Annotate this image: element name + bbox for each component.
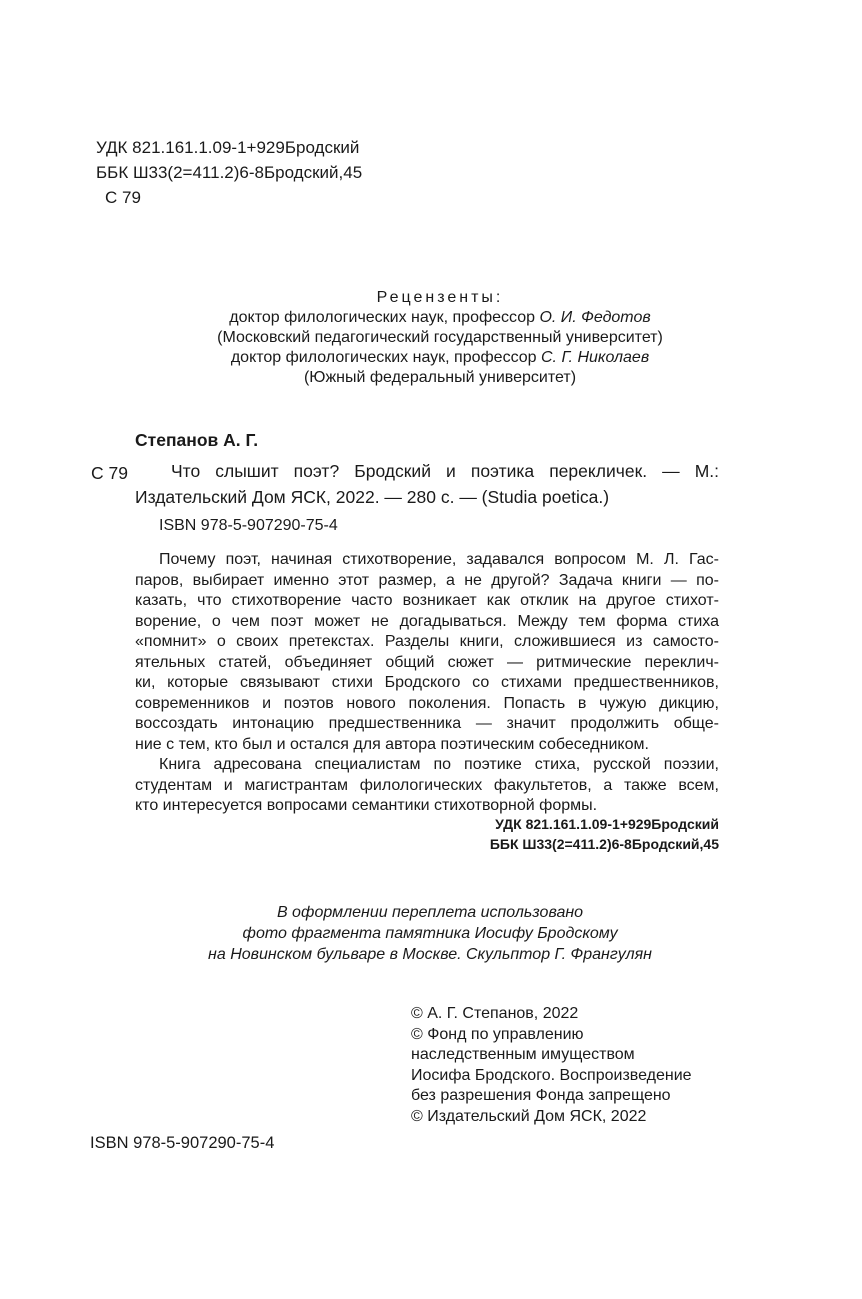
annotation-p1-line: казать, что стихотворение часто возникает как отклик на другое стихот- bbox=[135, 592, 719, 609]
title-line-2: Издательский Дом ЯСК, 2022. — 280 с. — (Studia poetica.) bbox=[135, 487, 610, 507]
annotation-p1-line: «помнит» о своих претекстах. Разделы книги, сложившиеся из самосто- bbox=[135, 633, 719, 650]
cover-note bbox=[130, 902, 730, 965]
annotation-p1-line: ворение, о чем поэт может не догадываться. Между тем форма стиха bbox=[135, 612, 719, 630]
udk-code-right: УДК 821.161.1.09-1+929Бродский bbox=[495, 816, 719, 832]
annotation-p1-line: паров, выбирает именно этот размер, а не другой? Задача книги — по- bbox=[135, 571, 719, 589]
copyright-line: © А. Г. Степанов, 2022 bbox=[411, 1005, 579, 1022]
title-block bbox=[135, 458, 719, 510]
copyright-line: наследственным имуществом bbox=[411, 1046, 635, 1063]
annotation-p2-line: Книга адресована специалистам по поэтике стиха, русской поэзии, bbox=[159, 756, 719, 773]
bbk-code: ББК Ш33(2=411.2)6-8Бродский,45 bbox=[96, 163, 363, 182]
annotation-p1-line: Почему поэт, начиная стихотворение, задавался вопросом М. Л. Гас- bbox=[159, 551, 719, 568]
reviewer-1 bbox=[140, 308, 740, 328]
copyright-line: без разрешения Фонда запрещено bbox=[411, 1087, 671, 1104]
bbk-code-right: ББК Ш33(2=411.2)6-8Бродский,45 bbox=[489, 836, 719, 852]
annotation-p2-line: кто интересуется вопросами семантики стихотворной формы. bbox=[135, 797, 598, 814]
author-name: Степанов А. Г. bbox=[135, 430, 259, 450]
reviewer-1-name: О. И. Федотов bbox=[539, 309, 651, 326]
reviewers-heading: Рецензенты: bbox=[376, 289, 504, 306]
title-line-1: Что слышит поэт? Бродский и поэтика перекличек. — М.: bbox=[171, 461, 719, 481]
annotation-p1-line: современников и поэтов нового поколения. Попасть в чужую дикцию, bbox=[135, 694, 719, 712]
cover-note-line: В оформлении переплета использовано bbox=[276, 904, 584, 921]
classification-top bbox=[96, 135, 362, 210]
classification-right bbox=[490, 814, 719, 854]
cover-note-line: фото фрагмента памятника Иосифу Бродскому bbox=[242, 925, 618, 942]
reviewer-1-org: (Московский педагогический государственный университет) bbox=[217, 329, 663, 346]
udk-code: УДК 821.161.1.09-1+929Бродский bbox=[96, 138, 360, 157]
reviewer-2-role: доктор филологических наук, профессор bbox=[230, 349, 541, 366]
author-mark: С 79 bbox=[105, 188, 141, 207]
copyright-block bbox=[411, 1004, 692, 1127]
annotation-p1-line: воссоздать интонацию предшественника — значит продолжить обще- bbox=[135, 715, 719, 732]
annotation bbox=[135, 550, 719, 817]
copyright-line: Иосифа Бродского. Воспроизведение bbox=[411, 1066, 692, 1084]
copyright-line: © Фонд по управлению bbox=[411, 1025, 584, 1043]
cover-note-line: на Новинском бульваре в Москве. Скульптор Г. Франгулян bbox=[208, 946, 652, 963]
isbn-inline: ISBN 978-5-907290-75-4 bbox=[159, 517, 338, 534]
reviewers-block bbox=[140, 288, 740, 388]
reviewer-1-role: доктор филологических наук, профессор bbox=[229, 309, 540, 326]
annotation-p1-line: ние с тем, кто был и остался для автора поэтическим собеседником. bbox=[135, 735, 649, 753]
copyright-line: © Издательский Дом ЯСК, 2022 bbox=[411, 1107, 647, 1125]
annotation-p2-line: студентам и магистрантам филологических факультетов, а также всем, bbox=[135, 776, 719, 794]
annotation-p1-line: ки, которые связывают стихи Бродского со стихами предшественников, bbox=[135, 674, 719, 691]
reviewer-2-org: (Южный федеральный университет) bbox=[303, 369, 577, 386]
annotation-p1-line: ятельных статей, объединяет общий сюжет — ритмические переклич- bbox=[135, 653, 719, 671]
reviewer-2 bbox=[140, 348, 740, 368]
reviewer-2-name: С. Г. Николаев bbox=[541, 349, 650, 366]
book-code: С 79 bbox=[91, 463, 128, 483]
isbn-bottom: ISBN 978-5-907290-75-4 bbox=[90, 1134, 275, 1152]
